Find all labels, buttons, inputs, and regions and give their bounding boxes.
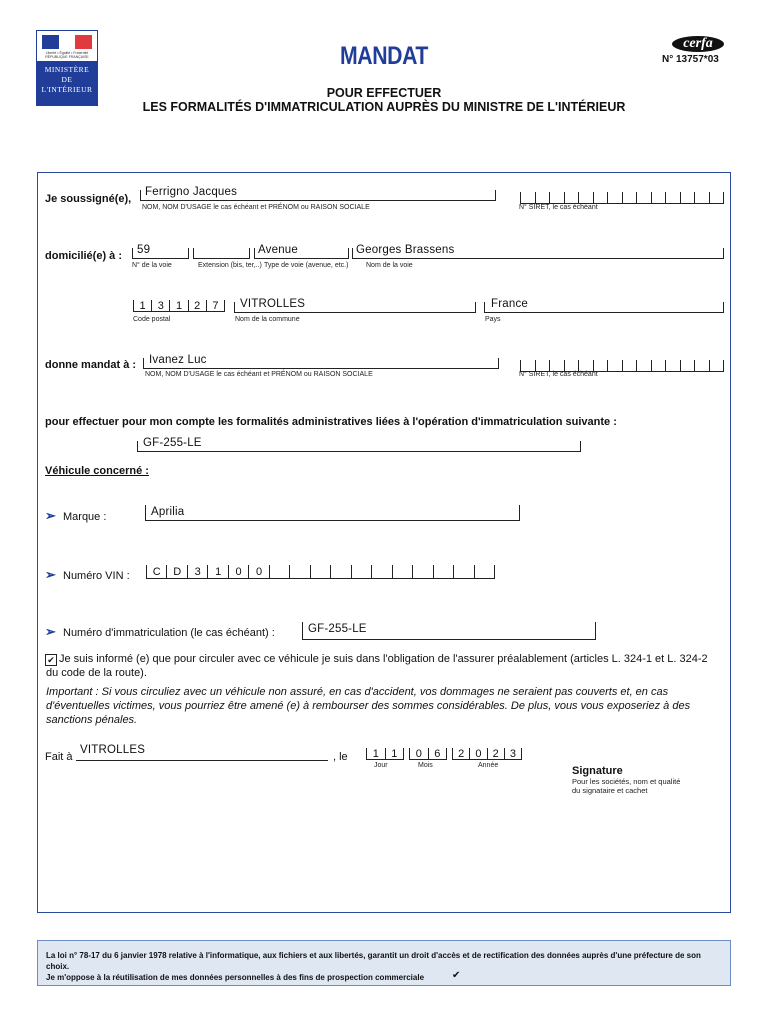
pays-value: France <box>491 298 528 310</box>
marque-label: Marque : <box>63 511 107 523</box>
commune-value: VITROLLES <box>240 298 306 310</box>
marque-value: Aprilia <box>151 506 185 518</box>
mandataire-siret-hint: N° SIRET, le cas échéant <box>519 371 598 378</box>
cerfa-number: N° 13757*03 <box>662 54 719 65</box>
nom-voie-hint: Nom de la voie <box>366 262 413 269</box>
pays-hint: Pays <box>485 316 501 323</box>
commune-hint: Nom de la commune <box>235 316 300 323</box>
extension-hint: Extension (bis, ter,..) <box>198 262 262 269</box>
mandataire-hint: NOM, NOM D'USAGE le cas échéant et PRÉNOM ou RAISON SOCIALE <box>145 371 373 378</box>
footer-line1: La loi n° 78-17 du 6 janvier 1978 relative à l'informatique, aux fichiers et aux libertés, garantit un droit d'accès et de rectification des données auprès d'une préfecture de son choix. <box>46 951 701 971</box>
mandataire-label: donne mandat à : <box>45 359 137 371</box>
fait-label: Fait à <box>45 751 73 763</box>
assurance-important: Important : Si vous circuliez avec un véhicule non assuré, en cas d'accident, vos dommages ne seraient pas couverts et, en cas d'éventuelles victimes, vous pourriez être amené (e) à rembourser des sommes considérables. De plus, vous vous exposeriez à des sanctions pénales. <box>46 686 691 726</box>
soussigne-siret-hint: N° SIRET, le cas échéant <box>519 204 598 211</box>
immat-value: GF-255-LE <box>308 623 367 635</box>
marque-field[interactable] <box>145 505 520 521</box>
nom-voie-value: Georges Brassens <box>356 244 455 256</box>
assurance-text: Je suis informé (e) que pour circuler avec ce véhicule je suis dans l'obligation de l'assurer préalablement (articles L. 324-1 et L. 324-2 du code de la route). <box>46 653 708 679</box>
date-annee-hint: Année <box>478 762 499 769</box>
vehicule-heading: Véhicule concerné : <box>45 465 149 477</box>
subtitle-line2: LES FORMALITÉS D'IMMATRICULATION AUPRÈS DU MINISTRE DE L'INTÉRIEUR <box>142 100 626 114</box>
code-postal-hint: Code postal <box>133 316 171 323</box>
mandataire-value: Ivanez Luc <box>149 354 207 366</box>
operation-value: GF-255-LE <box>143 437 202 449</box>
arrow-marque-icon: ➢ <box>45 508 56 523</box>
date-mois-hint: Mois <box>418 762 433 769</box>
numero-voie-value: 59 <box>137 244 151 256</box>
soussigne-hint: NOM, NOM D'USAGE le cas échéant et PRÉNOM ou RAISON SOCIALE <box>142 204 370 211</box>
footer-line2: Je m'oppose à la réutilisation de mes données personnelles à des fins de prospection commerciale <box>46 973 425 982</box>
vin-label: Numéro VIN : <box>63 570 130 582</box>
arrow-immat-icon: ➢ <box>45 624 56 639</box>
soussigne-label: Je soussigné(e), <box>45 193 132 205</box>
type-voie-value: Avenue <box>258 244 298 256</box>
fait-lieu-field[interactable] <box>76 760 328 761</box>
logo-ministry: MINISTÈRE DE L'INTÉRIEUR <box>37 61 97 105</box>
date-jour-field[interactable]: 1 1 <box>366 748 404 760</box>
extension-field[interactable] <box>193 248 250 259</box>
signature-label: Signature <box>572 765 623 777</box>
code-postal-field[interactable]: 1 3 1 2 7 <box>133 300 225 312</box>
assurance-checkbox[interactable]: ✔ <box>45 654 57 666</box>
date-annee-field[interactable]: 2 0 2 3 <box>452 748 522 760</box>
fait-le-label: , le <box>333 751 348 763</box>
logo-motto: Liberté • Égalité • Fraternité RÉPUBLIQUE FRANÇAISE <box>45 51 89 59</box>
domicile-label: domicilié(e) à : <box>45 250 123 262</box>
operation-label: pour effectuer pour mon compte les formalités administratives liées à l'opération d'immatriculation suivante : <box>45 416 617 428</box>
signature-hint1: Pour les sociétés, nom et qualité <box>572 777 681 786</box>
signature-area[interactable] <box>560 800 720 900</box>
soussigne-value: Ferrigno Jacques <box>145 186 238 198</box>
arrow-vin-icon: ➢ <box>45 567 56 582</box>
page-title: MANDAT <box>340 42 428 70</box>
numero-voie-hint: N° de la voie <box>132 262 172 269</box>
subtitle-line1: POUR EFFECTUER <box>326 86 442 100</box>
soussigne-siret-field[interactable] <box>520 192 724 204</box>
immat-label: Numéro d'immatriculation (le cas échéant) : <box>63 627 275 639</box>
cerfa-logo: cerfa <box>672 36 724 52</box>
fait-lieu-value: VITROLLES <box>80 744 146 756</box>
date-jour-hint: Jour <box>374 762 388 769</box>
footer-optout-checkbox[interactable]: ✔ <box>452 970 461 981</box>
signature-hint2: du signataire et cachet <box>572 786 648 795</box>
operation-field[interactable] <box>137 441 581 452</box>
type-voie-hint: Type de voie (avenue, etc.) <box>264 262 349 269</box>
footer-notice <box>37 940 731 986</box>
date-mois-field[interactable]: 0 6 <box>409 748 447 760</box>
vin-field[interactable]: C D 3 1 0 0 <box>146 565 495 579</box>
